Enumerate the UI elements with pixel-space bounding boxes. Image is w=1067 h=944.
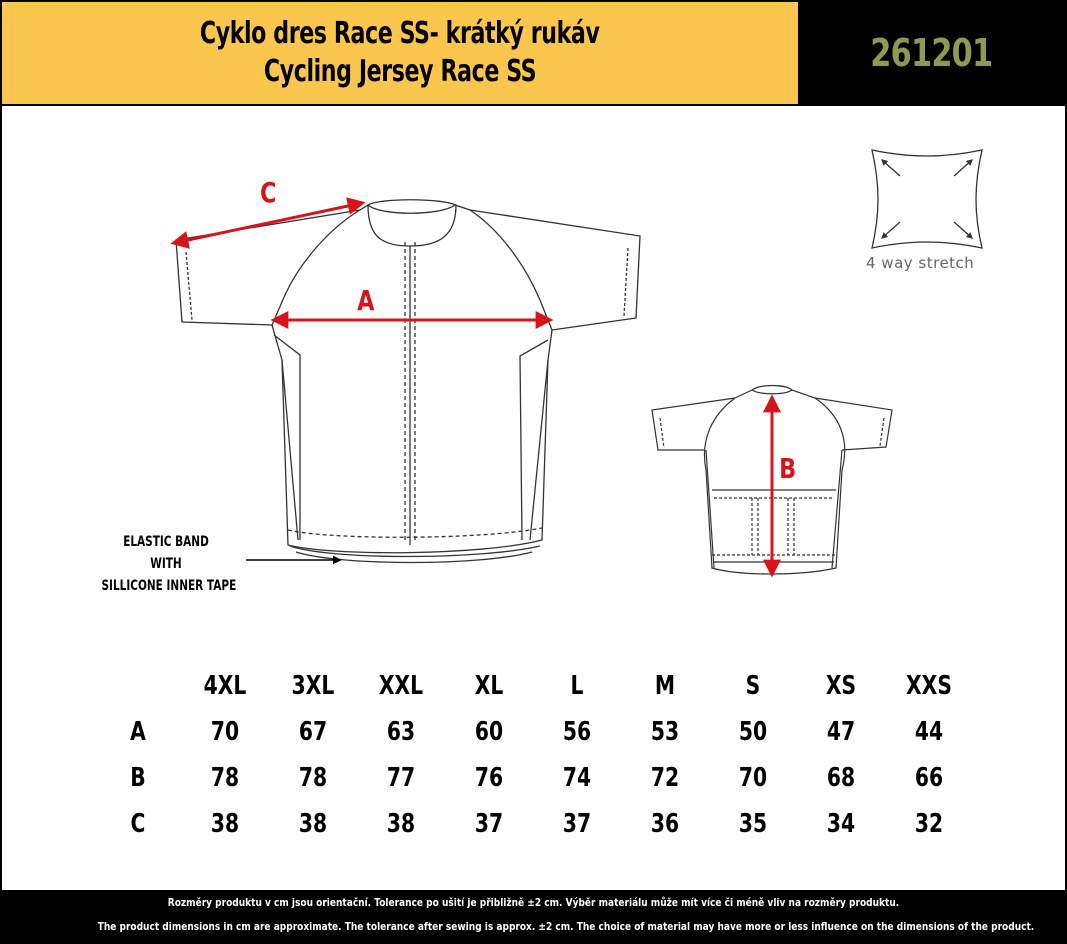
table-cell: 34 xyxy=(826,809,856,839)
table-cell: 38 xyxy=(386,809,416,839)
table-cell: 32 xyxy=(914,809,944,839)
size-header: 3XL xyxy=(291,671,335,701)
table-cell: 35 xyxy=(738,809,768,839)
size-header: XL xyxy=(474,671,504,701)
table-cell: 60 xyxy=(474,717,504,747)
size-header: L xyxy=(570,671,584,701)
dimension-a-label: A xyxy=(357,284,375,317)
table-cell: 72 xyxy=(650,763,680,793)
table-cell: 66 xyxy=(914,763,944,793)
row-label-a: A xyxy=(130,717,146,747)
product-code: 261201 xyxy=(870,31,993,75)
title-english: Cycling Jersey Race SS xyxy=(263,54,537,89)
size-header: M xyxy=(654,671,676,701)
table-cell: 37 xyxy=(474,809,504,839)
row-label-b: B xyxy=(130,763,146,793)
size-header: XS xyxy=(825,671,857,701)
footer-text-english: The product dimensions in cm are approximate. The tolerance after sewing is approx. ±2 cm. The choice of material may have more or less influence on the dimensions of the product. xyxy=(97,920,1035,933)
table-cell: 37 xyxy=(562,809,592,839)
table-cell: 56 xyxy=(562,717,592,747)
dimension-b-label: B xyxy=(779,452,797,485)
footer-disclaimer xyxy=(2,890,1065,942)
table-cell: 78 xyxy=(210,763,240,793)
annotation-line-1: ELASTIC BAND xyxy=(123,534,209,550)
stretch-label: 4 way stretch xyxy=(866,254,975,272)
table-cell: 36 xyxy=(650,809,680,839)
dimension-c-label: C xyxy=(260,176,277,209)
table-cell: 53 xyxy=(650,717,680,747)
table-cell: 50 xyxy=(738,717,768,747)
table-cell: 44 xyxy=(914,717,944,747)
footer-text-czech: Rozměry produktu v cm jsou orientační. Tolerance po ušití je přibližně ±2 cm. Výběr materiálu může mít více či méně vliv na rozměry produktu. xyxy=(167,896,900,909)
size-header: XXL xyxy=(378,671,424,701)
table-cell: 77 xyxy=(386,763,416,793)
size-header: XXS xyxy=(906,671,952,701)
table-cell: 70 xyxy=(210,717,240,747)
table-cell: 76 xyxy=(474,763,504,793)
title-czech: Cyklo dres Race SS- krátký rukáv xyxy=(200,16,600,51)
row-label-c: C xyxy=(130,809,146,839)
table-cell: 70 xyxy=(738,763,768,793)
table-cell: 67 xyxy=(298,717,328,747)
annotation-line-2: WITH xyxy=(150,556,182,572)
table-cell: 47 xyxy=(826,717,856,747)
table-cell: 38 xyxy=(298,809,328,839)
table-cell: 63 xyxy=(386,717,416,747)
table-cell: 74 xyxy=(562,763,592,793)
front-jersey xyxy=(176,200,640,563)
table-cell: 68 xyxy=(826,763,856,793)
annotation-line-3: SILLICONE INNER TAPE xyxy=(101,578,237,594)
table-cell: 78 xyxy=(298,763,328,793)
four-way-stretch-icon xyxy=(872,150,982,248)
table-cell: 38 xyxy=(210,809,240,839)
size-header: S xyxy=(745,671,761,701)
size-header: 4XL xyxy=(203,671,247,701)
